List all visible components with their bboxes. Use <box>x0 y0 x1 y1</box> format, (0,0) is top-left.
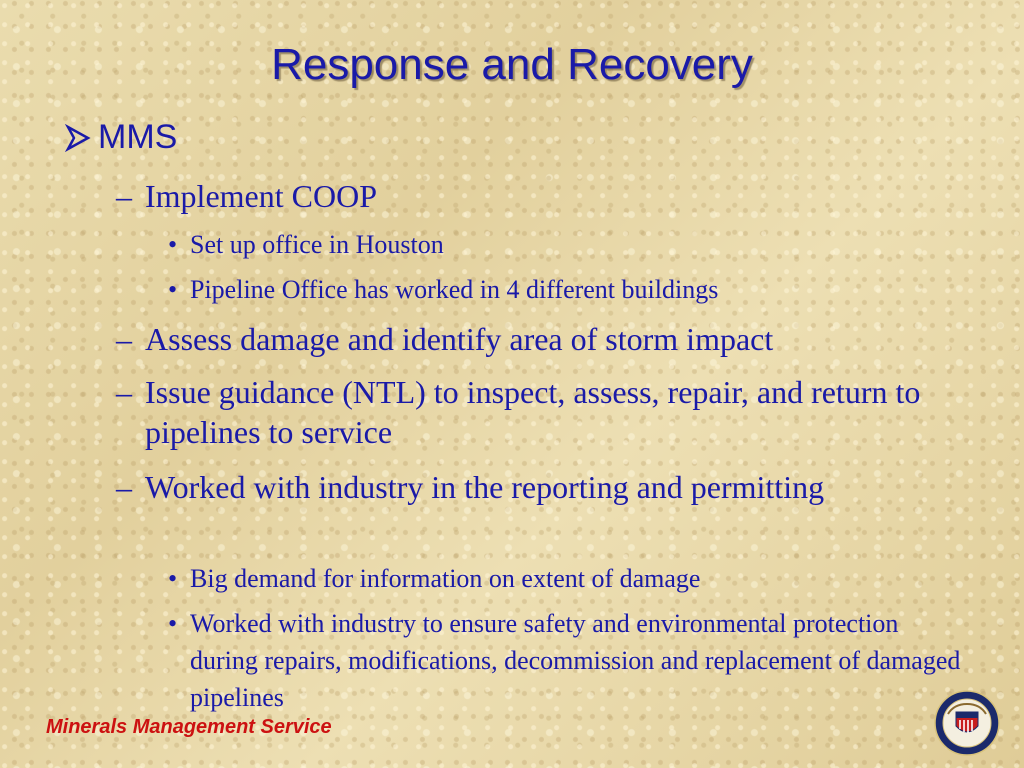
department-of-interior-seal-icon <box>934 690 1000 756</box>
dash-item-worked-with-industry <box>116 467 836 507</box>
bullet-marker: • <box>168 230 178 259</box>
dash-marker: – <box>116 374 132 410</box>
bullet-marker: • <box>168 564 178 593</box>
slide-title: Response and Recovery <box>271 40 753 89</box>
bullet-item-text: Set up office in Houston <box>190 230 444 259</box>
dash-item-issue-guidance <box>116 372 966 452</box>
dash-marker: – <box>116 178 132 214</box>
dash-item-text: Issue guidance (NTL) to inspect, assess, repair, and return to pipelines to service <box>145 374 921 450</box>
bullet-item-text: Pipeline Office has worked in 4 different buildings <box>190 275 719 304</box>
level1-label: MMS <box>98 118 178 156</box>
bullet-item-houston-office <box>168 226 968 263</box>
dash-marker: – <box>116 321 132 357</box>
dash-item-implement-coop <box>116 176 976 216</box>
bullet-marker: • <box>168 609 178 638</box>
bullet-item-text: Worked with industry to ensure safety and environmental protection during repairs, modifications, decommission and replacement of damaged pipelines <box>190 609 961 712</box>
bullet-item-text: Big demand for information on extent of damage <box>190 564 701 593</box>
dash-item-text: Assess damage and identify area of storm impact <box>145 321 774 357</box>
bullet-item-pipeline-office <box>168 271 968 308</box>
footer-organization-name: Minerals Management Service <box>46 716 332 738</box>
dash-item-text: Implement COOP <box>145 178 377 214</box>
bullet-marker: • <box>168 275 178 304</box>
level1-bullet-mms <box>64 118 177 157</box>
dash-marker: – <box>116 469 132 505</box>
bullet-item-big-demand <box>168 560 968 597</box>
bullet-item-safety-environmental <box>168 605 968 716</box>
dash-item-text: Worked with industry in the reporting and permitting <box>145 469 825 505</box>
arrowhead-bullet-icon <box>64 124 92 152</box>
dash-item-assess-damage <box>116 319 976 359</box>
